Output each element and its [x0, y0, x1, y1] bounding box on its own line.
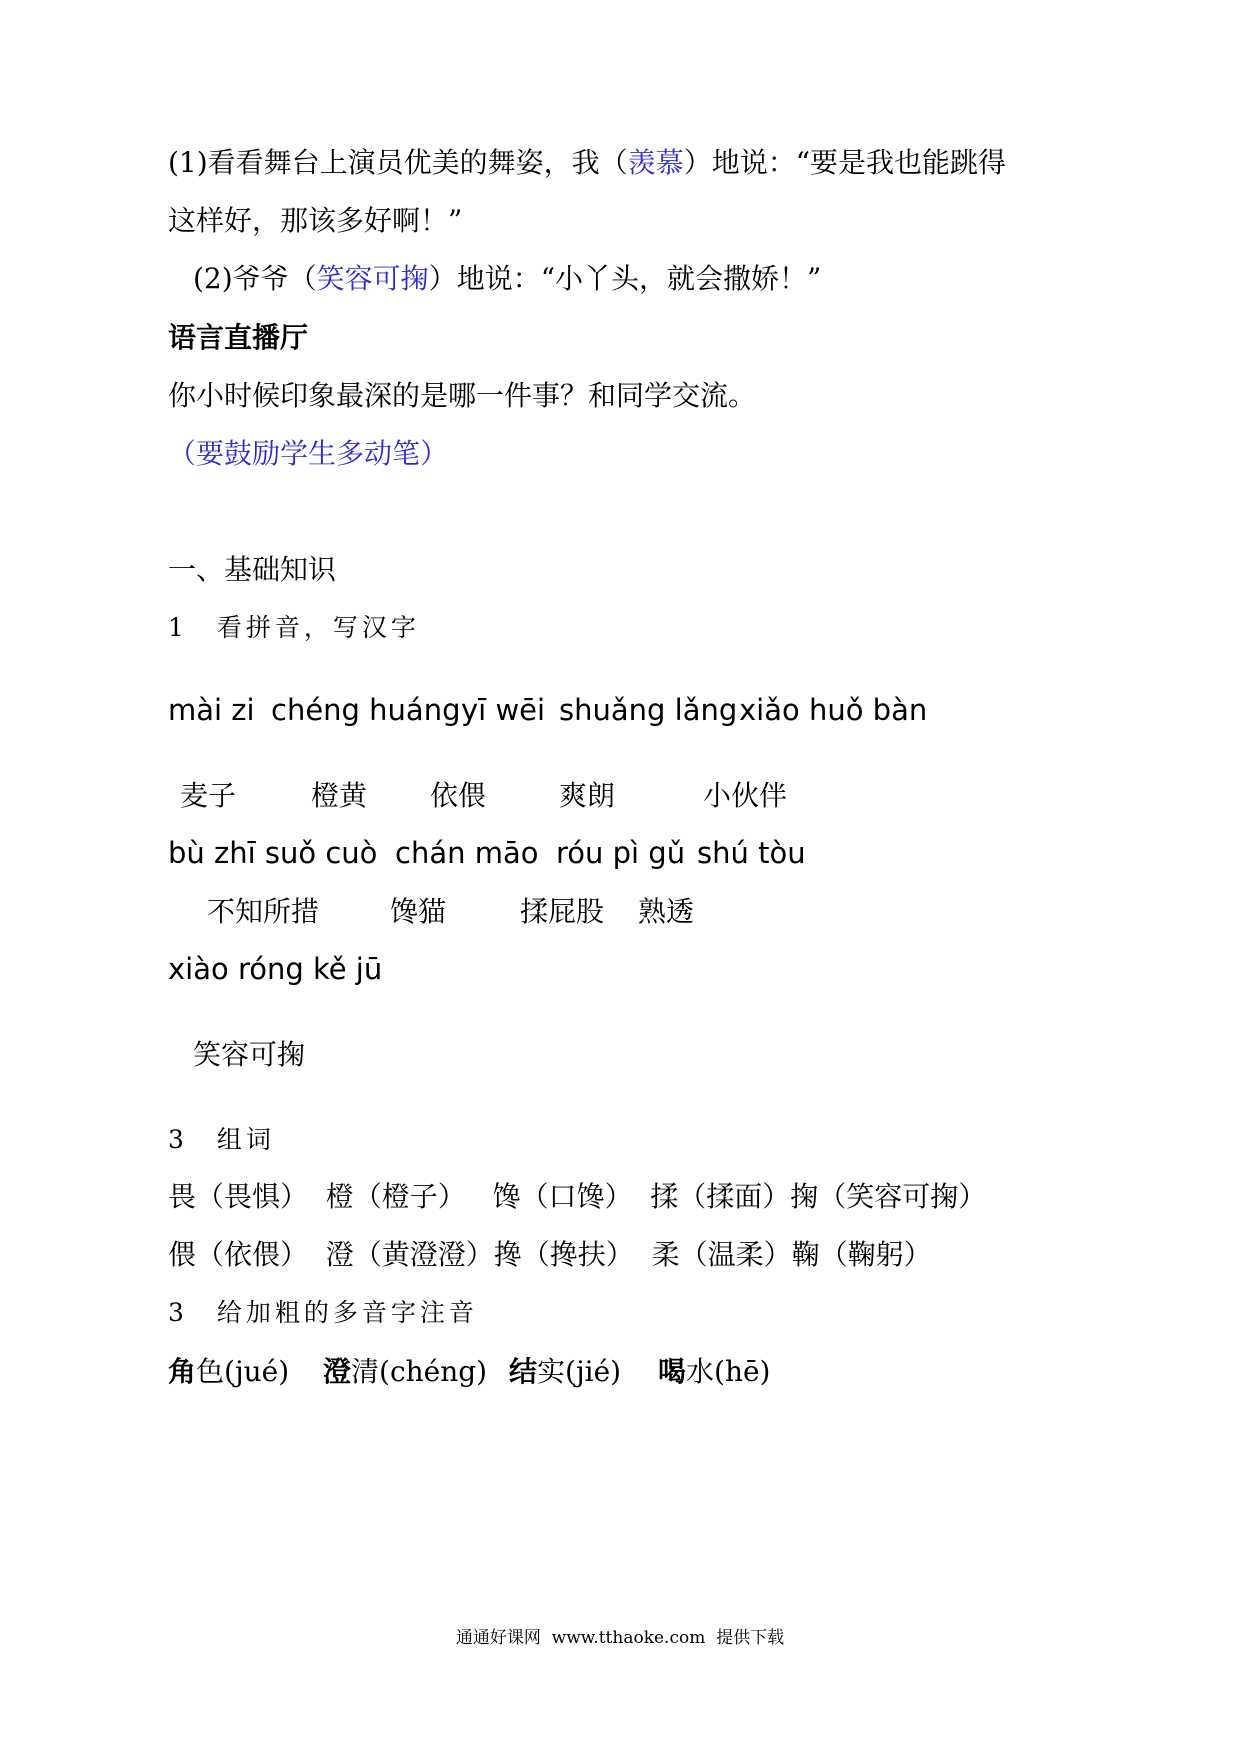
- hanzi-answer: 麦子: [180, 779, 237, 812]
- hanzi-answer: 笑容可掬: [193, 1038, 306, 1071]
- hanzi-answer: 不知所措: [207, 895, 320, 928]
- page-footer: 通通好课网 www.tthaoke.com 提供下载: [455, 1628, 785, 1648]
- hanzi-answer: 熟透: [638, 895, 695, 928]
- question-1-answer: 羡慕: [627, 146, 684, 179]
- polyphone-item: [509, 1352, 621, 1392]
- pinyin-item: chéng huáng: [271, 693, 461, 727]
- hanzi-answer: 小伙伴: [703, 779, 788, 812]
- pinyin-item: róu pì gǔ: [556, 836, 686, 870]
- teacher-note: （要鼓励学生多动笔）: [168, 437, 449, 470]
- exercise-1-title: 1 看拼音，写汉字: [168, 613, 420, 642]
- question-2-suffix: ）地说：“小丫头，就会撒娇！”: [428, 262, 822, 295]
- word-group-row-1: 畏（畏惧） 橙（橙子） 馋（口馋） 揉（揉面）掬（笑容可掬）: [168, 1180, 987, 1213]
- polyphone-item: [323, 1352, 487, 1392]
- question-2: [193, 259, 821, 299]
- part-1-title: 一、基础知识: [168, 553, 337, 586]
- polyphone-item: [658, 1352, 770, 1392]
- question-1: [168, 143, 1006, 183]
- pinyin-item: shú tòu: [697, 836, 806, 870]
- polyphone-bold-char: 澄: [323, 1355, 352, 1388]
- polyphone-rest: 清(chéng): [351, 1355, 488, 1388]
- hanzi-answer: 依偎: [430, 779, 487, 812]
- polyphone-bold-char: 角: [168, 1355, 197, 1388]
- pinyin-item: yī wēi: [461, 693, 546, 727]
- hanzi-answer: 揉屁股: [520, 895, 605, 928]
- polyphone-item: [168, 1352, 289, 1392]
- pinyin-item: bù zhī suǒ cuò: [168, 836, 378, 870]
- hanzi-answer: 橙黄: [311, 779, 368, 812]
- polyphone-rest: 色(jué): [196, 1355, 290, 1388]
- section-heading: 语言直播厅: [168, 321, 309, 354]
- exercise-3b-title: 3 给加粗的多音字注音: [168, 1298, 478, 1327]
- polyphone-rest: 实(jié): [537, 1355, 622, 1388]
- word-group-row-2: 偎（依偎） 澄（黄澄澄）搀（搀扶） 柔（温柔）鞠（鞠躬）: [168, 1238, 932, 1271]
- question-2-prefix: (2)爷爷（: [193, 262, 317, 295]
- pinyin-item: shuǎng lǎng: [559, 693, 738, 727]
- polyphone-bold-char: 结: [509, 1355, 538, 1388]
- question-2-answer: 笑容可掬: [316, 262, 429, 295]
- question-1-prefix: (1)看看舞台上演员优美的舞姿，我（: [168, 146, 628, 179]
- discussion-prompt: 你小时候印象最深的是哪一件事？和同学交流。: [168, 379, 757, 412]
- pinyin-item: xiào róng kě jū: [168, 952, 383, 986]
- exercise-3-title: 3 组词: [168, 1125, 275, 1154]
- question-1-continuation: 这样好，那该多好啊！”: [168, 204, 463, 237]
- pinyin-item: mài zi: [168, 693, 255, 727]
- question-1-suffix: ）地说：“要是我也能跳得: [683, 146, 1007, 179]
- pinyin-item: chán māo: [395, 836, 539, 870]
- polyphone-bold-char: 喝: [658, 1355, 687, 1388]
- pinyin-item: xiǎo huǒ bàn: [739, 693, 928, 727]
- hanzi-answer: 爽朗: [559, 779, 616, 812]
- polyphone-rest: 水(hē): [686, 1355, 771, 1388]
- hanzi-answer: 馋猫: [390, 895, 447, 928]
